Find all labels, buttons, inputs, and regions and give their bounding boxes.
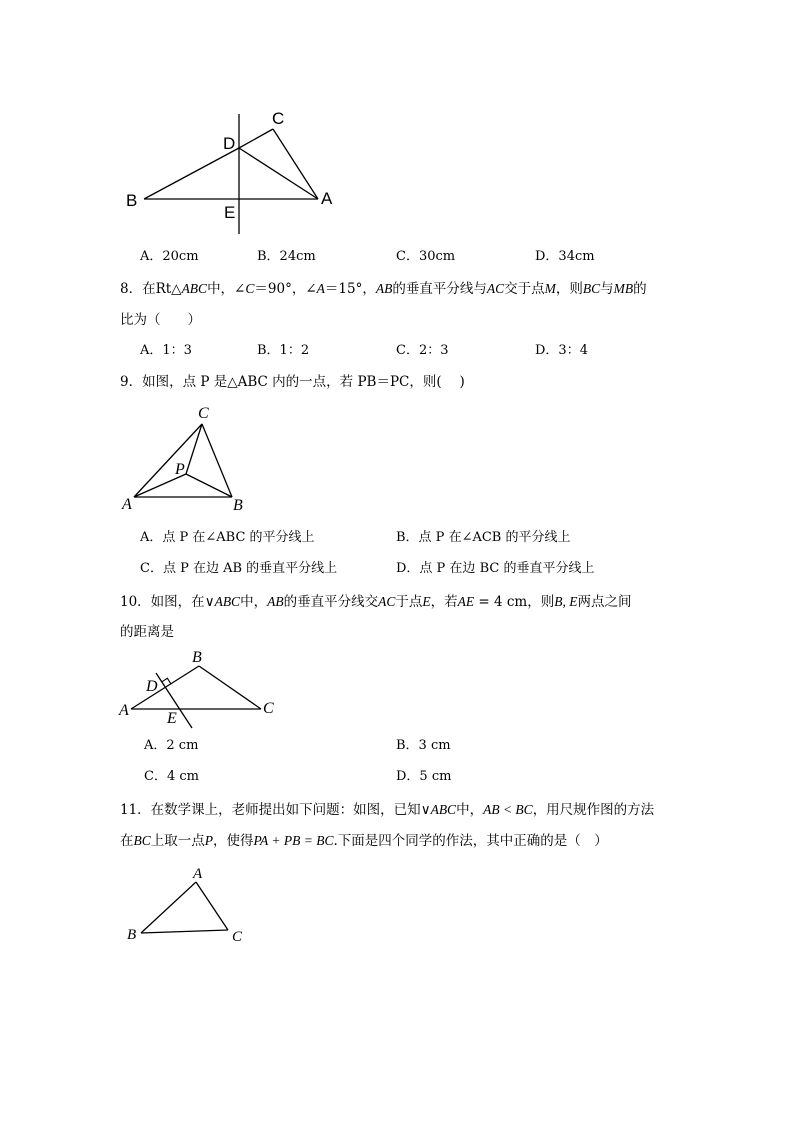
q9-label-b: B xyxy=(233,497,243,514)
q10-math-triangle: ∨ABC xyxy=(204,594,241,609)
q11-text: 11．在数学课上，老师提出如下问题：如图，已知 xyxy=(120,802,421,818)
q8-text: 的 xyxy=(633,281,647,297)
q10-figure xyxy=(116,646,286,731)
q8-text: ＝15°， xyxy=(324,281,376,297)
q11-label-a: A xyxy=(193,866,203,882)
q10-text: 于点 xyxy=(395,594,423,610)
q7-label-e: E xyxy=(224,203,236,222)
q7-option-a[interactable]: A．20cm xyxy=(140,249,199,264)
q11-text: 上取一点 xyxy=(150,833,205,849)
q8-text: 与 xyxy=(600,281,614,297)
q11-segment-ac xyxy=(196,882,228,930)
q10-math-ab: AB xyxy=(267,594,284,609)
q10-option-b[interactable]: B．3 cm xyxy=(396,738,451,753)
q8-math-ab: AB xyxy=(375,281,393,296)
q10-option-c[interactable]: C．4 cm xyxy=(144,769,199,784)
q7-label-a: A xyxy=(321,189,333,208)
q9-option-c[interactable]: C．点 P 在边 AB 的垂直平分线上 xyxy=(140,561,338,576)
q8-text: 中，∠ xyxy=(207,281,246,297)
q8-math-c: C xyxy=(245,281,255,296)
q10-text: cm，则 xyxy=(502,594,555,610)
q9-segment-cb xyxy=(202,424,232,497)
q11-text: 中， xyxy=(456,802,484,818)
q9-label-c: C xyxy=(198,405,209,422)
q11-math-equation: PA + PB = BC xyxy=(253,833,334,848)
q11-label-b: B xyxy=(127,927,137,943)
q10-text: ，若 xyxy=(430,594,458,610)
q10-text: 中， xyxy=(240,594,268,610)
q7-option-c[interactable]: C．30cm xyxy=(396,249,456,264)
q10-label-b: B xyxy=(192,649,202,666)
q10-stem-line1 xyxy=(120,592,631,612)
q8-text: 8．在Rt△ xyxy=(120,281,182,297)
q9-stem: 9．如图，点 P 是△ABC 内的一点，若 PB＝PC，则( ) xyxy=(120,374,465,390)
q11-figure xyxy=(122,862,252,947)
q8-option-c[interactable]: C．2：3 xyxy=(396,343,449,358)
q9-label-a: A xyxy=(122,496,132,513)
q11-text: ，用尺规作图的方法 xyxy=(532,802,655,818)
q9-option-b[interactable]: B．点 P 在∠ACB 的平分线上 xyxy=(396,530,571,545)
q8-stem-line1 xyxy=(120,279,647,299)
q10-math-ac: AC xyxy=(378,594,396,609)
q8-math-a: A xyxy=(316,281,325,296)
q8-text: 的垂直平分线与 xyxy=(392,281,487,297)
q7-option-b[interactable]: B．24cm xyxy=(257,249,316,264)
q8-math-bc: BC xyxy=(582,281,601,296)
q11-math-inequality: AB < BC xyxy=(483,802,533,817)
q8-option-d[interactable]: D．3：4 xyxy=(535,343,588,358)
q9-figure xyxy=(118,402,258,517)
q10-label-d: D xyxy=(146,678,158,695)
q10-math-be: B, E xyxy=(554,594,578,609)
q11-stem-line2 xyxy=(120,831,608,851)
q10-text: 两点之间 xyxy=(577,594,632,610)
q8-option-b[interactable]: B．1：2 xyxy=(257,343,310,358)
q11-segment-ab xyxy=(141,882,196,933)
q8-math-mb: MB xyxy=(613,281,634,296)
q9-option-a[interactable]: A．点 P 在∠ABC 的平分线上 xyxy=(140,530,315,545)
q7-figure xyxy=(120,100,350,240)
q7-label-b: B xyxy=(126,191,138,210)
q11-segment-bc xyxy=(141,930,228,933)
q10-option-d[interactable]: D．5 cm xyxy=(396,769,452,784)
q10-text: 10．如图，在 xyxy=(120,594,205,610)
q11-math-bc: BC xyxy=(133,833,151,848)
q11-text: ，使得 xyxy=(213,833,254,849)
q11-math-p: P xyxy=(204,833,214,848)
q8-math-ac: AC xyxy=(486,281,505,296)
q11-math-triangle: ∨ABC xyxy=(420,802,457,817)
q8-stem-line2: 比为（ ） xyxy=(120,312,201,328)
q9-label-p: P xyxy=(175,461,185,478)
q11-text: 在 xyxy=(120,833,134,849)
q7-segment-ca xyxy=(273,129,318,199)
q7-label-c: C xyxy=(272,109,285,128)
q10-label-c: C xyxy=(263,700,274,717)
q10-segment-bc xyxy=(199,666,261,709)
q10-math-eq: = 4 xyxy=(474,594,503,610)
q7-segment-da xyxy=(239,148,318,199)
q11-text: .下面是四个同学的作法，其中正确的是（ ） xyxy=(333,833,608,849)
q10-stem-line2: 的距离是 xyxy=(120,624,174,640)
q11-stem-line1 xyxy=(120,800,654,820)
q8-option-a[interactable]: A．1：3 xyxy=(140,343,192,358)
q10-label-a: A xyxy=(119,702,129,719)
q11-label-c: C xyxy=(232,929,243,945)
q9-segment-pc xyxy=(186,424,202,474)
q8-text: ，则 xyxy=(555,281,583,297)
q9-segment-pb xyxy=(186,474,232,497)
q8-text: ＝90°，∠ xyxy=(254,281,317,297)
q8-math-m: M xyxy=(544,281,556,296)
q7-segment-dc xyxy=(239,129,273,148)
q10-label-e: E xyxy=(167,710,177,727)
q7-option-d[interactable]: D．34cm xyxy=(535,249,595,264)
q8-math-abc: ABC xyxy=(181,281,208,296)
q9-segment-ac xyxy=(134,424,202,497)
q8-text: 交于点 xyxy=(504,281,545,297)
q10-math-ae: AE xyxy=(457,594,475,609)
q10-text: 的垂直平分线交 xyxy=(283,594,379,610)
q7-segment-bd xyxy=(144,148,239,199)
q7-label-d: D xyxy=(223,134,236,153)
q10-math-e: E xyxy=(422,594,431,609)
q9-option-d[interactable]: D．点 P 在边 BC 的垂直平分线上 xyxy=(396,561,595,576)
q10-option-a[interactable]: A．2 cm xyxy=(144,738,199,753)
